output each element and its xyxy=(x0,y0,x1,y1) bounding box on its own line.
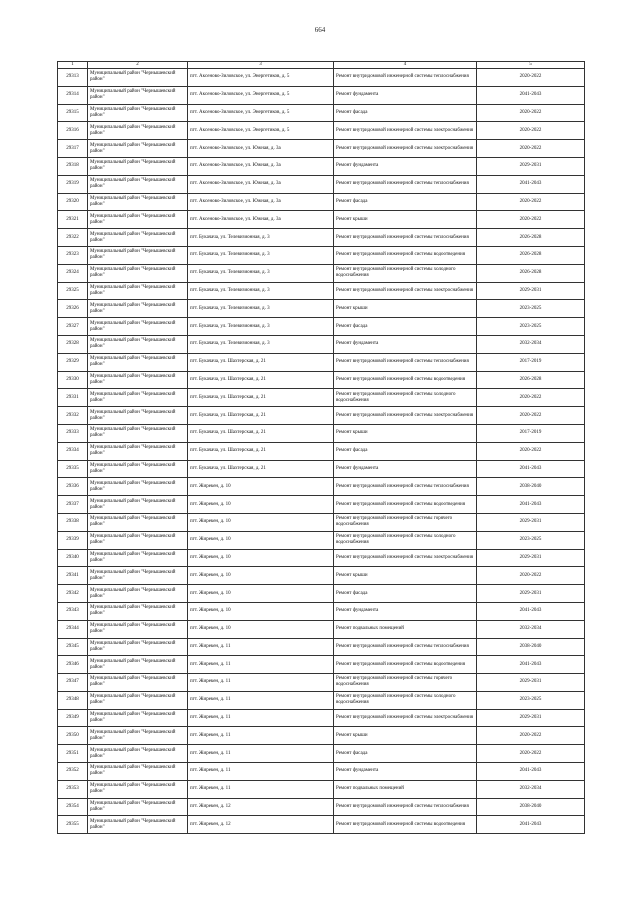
table-row xyxy=(58,69,585,87)
work-type-cell: Ремонт крыши xyxy=(334,424,477,442)
work-type-cell: Ремонт фундамента xyxy=(334,335,477,353)
district-cell: Муниципальный район "Чернышевский район" xyxy=(88,709,188,727)
work-type-cell: Ремонт внутридомовой инженерной системы водоотведения xyxy=(334,246,477,264)
district-cell: Муниципальный район "Чернышевский район" xyxy=(88,211,188,229)
row-number: 29317 xyxy=(58,140,88,158)
period-cell: 2017-2019 xyxy=(477,424,585,442)
period-cell: 2020-2022 xyxy=(477,407,585,425)
period-cell: 2020-2022 xyxy=(477,567,585,585)
period-cell: 2020-2022 xyxy=(477,389,585,407)
row-number: 29347 xyxy=(58,674,88,692)
table-row xyxy=(58,211,585,229)
district-cell: Муниципальный район "Чернышевский район" xyxy=(88,496,188,514)
address-cell: пгт. Жирекен, д. 12 xyxy=(188,798,334,816)
period-cell: 2041-2043 xyxy=(477,602,585,620)
row-number: 29354 xyxy=(58,798,88,816)
district-cell: Муниципальный район "Чернышевский район" xyxy=(88,460,188,478)
district-cell: Муниципальный район "Чернышевский район" xyxy=(88,229,188,247)
work-type-cell: Ремонт внутридомовой инженерной системы водоотведения xyxy=(334,371,477,389)
row-number: 29320 xyxy=(58,193,88,211)
work-type-cell: Ремонт внутридомовой инженерной системы холодного водоснабжения xyxy=(334,531,477,549)
table-row xyxy=(58,389,585,407)
table-row xyxy=(58,709,585,727)
row-number: 29335 xyxy=(58,460,88,478)
table-row xyxy=(58,585,585,603)
work-type-cell: Ремонт крыши xyxy=(334,567,477,585)
district-cell: Муниципальный район "Чернышевский район" xyxy=(88,371,188,389)
table-row xyxy=(58,157,585,175)
table-row xyxy=(58,407,585,425)
table-row xyxy=(58,229,585,247)
row-number: 29330 xyxy=(58,371,88,389)
table-row xyxy=(58,460,585,478)
district-cell: Муниципальный район "Чернышевский район" xyxy=(88,585,188,603)
work-type-cell: Ремонт внутридомовой инженерной системы холодного водоснабжения xyxy=(334,691,477,709)
column-header: 3 xyxy=(188,62,334,69)
district-cell: Муниципальный район "Чернышевский район" xyxy=(88,780,188,798)
address-cell: пгт. Жирекен, д. 10 xyxy=(188,478,334,496)
work-type-cell: Ремонт фасада xyxy=(334,745,477,763)
period-cell: 2020-2022 xyxy=(477,745,585,763)
period-cell: 2041-2043 xyxy=(477,496,585,514)
work-type-cell: Ремонт фундамента xyxy=(334,157,477,175)
row-number: 29319 xyxy=(58,175,88,193)
work-type-cell: Ремонт внутридомовой инженерной системы электроснабжения xyxy=(334,549,477,567)
district-cell: Муниципальный район "Чернышевский район" xyxy=(88,478,188,496)
work-type-cell: Ремонт фасада xyxy=(334,442,477,460)
work-type-cell: Ремонт внутридомовой инженерной системы горячего водоснабжения xyxy=(334,513,477,531)
row-number: 29334 xyxy=(58,442,88,460)
address-cell: пгт. Букачача, ул. Телевизионная, д. 3 xyxy=(188,246,334,264)
address-cell: пгт. Аксеново-Зиловское, ул. Южная, д. 3а xyxy=(188,175,334,193)
table-row xyxy=(58,496,585,514)
row-number: 29337 xyxy=(58,496,88,514)
work-type-cell: Ремонт фундамента xyxy=(334,602,477,620)
table-row xyxy=(58,264,585,282)
table-row xyxy=(58,442,585,460)
district-cell: Муниципальный район "Чернышевский район" xyxy=(88,86,188,104)
period-cell: 2029-2031 xyxy=(477,513,585,531)
period-cell: 2032-2034 xyxy=(477,780,585,798)
row-number: 29325 xyxy=(58,282,88,300)
row-number: 29329 xyxy=(58,353,88,371)
address-cell: пгт. Жирекен, д. 11 xyxy=(188,745,334,763)
period-cell: 2023-2025 xyxy=(477,691,585,709)
work-type-cell: Ремонт внутридомовой инженерной системы электроснабжения xyxy=(334,122,477,140)
period-cell: 2017-2019 xyxy=(477,353,585,371)
table-row xyxy=(58,816,585,834)
table-row xyxy=(58,122,585,140)
work-type-cell: Ремонт фасада xyxy=(334,585,477,603)
work-type-cell: Ремонт внутридомовой инженерной системы электроснабжения xyxy=(334,407,477,425)
district-cell: Муниципальный район "Чернышевский район" xyxy=(88,620,188,638)
period-cell: 2020-2022 xyxy=(477,727,585,745)
district-cell: Муниципальный район "Чернышевский район" xyxy=(88,157,188,175)
row-number: 29316 xyxy=(58,122,88,140)
address-cell: пгт. Жирекен, д. 11 xyxy=(188,638,334,656)
row-number: 29341 xyxy=(58,567,88,585)
address-cell: пгт. Жирекен, д. 10 xyxy=(188,585,334,603)
district-cell: Муниципальный район "Чернышевский район" xyxy=(88,407,188,425)
work-type-cell: Ремонт крыши xyxy=(334,727,477,745)
work-type-cell: Ремонт внутридомовой инженерной системы водоотведения xyxy=(334,816,477,834)
table-body xyxy=(58,69,585,834)
district-cell: Муниципальный район "Чернышевский район" xyxy=(88,318,188,336)
district-cell: Муниципальный район "Чернышевский район" xyxy=(88,602,188,620)
column-header: 4 xyxy=(334,62,477,69)
header-row xyxy=(58,62,585,69)
row-number: 29343 xyxy=(58,602,88,620)
column-header: 1 xyxy=(58,62,88,69)
district-cell: Муниципальный район "Чернышевский район" xyxy=(88,69,188,87)
period-cell: 2023-2025 xyxy=(477,300,585,318)
table-row xyxy=(58,424,585,442)
address-cell: пгт. Букачача, ул. Телевизионная, д. 3 xyxy=(188,318,334,336)
address-cell: пгт. Букачача, ул. Шахтерская, д. 21 xyxy=(188,424,334,442)
row-number: 29345 xyxy=(58,638,88,656)
row-number: 29336 xyxy=(58,478,88,496)
address-cell: пгт. Аксеново-Зиловское, ул. Энергетиков, д. 5 xyxy=(188,122,334,140)
address-cell: пгт. Жирекен, д. 10 xyxy=(188,602,334,620)
period-cell: 2038-2040 xyxy=(477,478,585,496)
address-cell: пгт. Жирекен, д. 11 xyxy=(188,709,334,727)
table-row xyxy=(58,282,585,300)
period-cell: 2020-2022 xyxy=(477,122,585,140)
address-cell: пгт. Букачача, ул. Телевизионная, д. 3 xyxy=(188,300,334,318)
work-type-cell: Ремонт подвальных помещений xyxy=(334,620,477,638)
table-row xyxy=(58,371,585,389)
address-cell: пгт. Букачача, ул. Шахтерская, д. 21 xyxy=(188,389,334,407)
district-cell: Муниципальный район "Чернышевский район" xyxy=(88,727,188,745)
table-row xyxy=(58,175,585,193)
column-header: 2 xyxy=(88,62,188,69)
address-cell: пгт. Жирекен, д. 11 xyxy=(188,691,334,709)
period-cell: 2020-2022 xyxy=(477,140,585,158)
district-cell: Муниципальный район "Чернышевский район" xyxy=(88,300,188,318)
work-type-cell: Ремонт фасада xyxy=(334,193,477,211)
work-type-cell: Ремонт фундамента xyxy=(334,460,477,478)
row-number: 29313 xyxy=(58,69,88,87)
table-row xyxy=(58,86,585,104)
address-cell: пгт. Жирекен, д. 10 xyxy=(188,513,334,531)
row-number: 29350 xyxy=(58,727,88,745)
address-cell: пгт. Аксеново-Зиловское, ул. Южная, д. 3а xyxy=(188,211,334,229)
address-cell: пгт. Букачача, ул. Шахтерская, д. 21 xyxy=(188,460,334,478)
address-cell: пгт. Аксеново-Зиловское, ул. Энергетиков, д. 5 xyxy=(188,104,334,122)
period-cell: 2041-2043 xyxy=(477,175,585,193)
work-type-cell: Ремонт внутридомовой инженерной системы теплоснабжения xyxy=(334,798,477,816)
period-cell: 2026-2028 xyxy=(477,264,585,282)
district-cell: Муниципальный район "Чернышевский район" xyxy=(88,335,188,353)
work-type-cell: Ремонт крыши xyxy=(334,300,477,318)
address-cell: пгт. Аксеново-Зиловское, ул. Южная, д. 3а xyxy=(188,157,334,175)
table-row xyxy=(58,335,585,353)
address-cell: пгт. Жирекен, д. 11 xyxy=(188,763,334,781)
work-type-cell: Ремонт внутридомовой инженерной системы теплоснабжения xyxy=(334,478,477,496)
period-cell: 2026-2028 xyxy=(477,246,585,264)
row-number: 29318 xyxy=(58,157,88,175)
work-type-cell: Ремонт фасада xyxy=(334,318,477,336)
address-cell: пгт. Жирекен, д. 11 xyxy=(188,727,334,745)
table-row xyxy=(58,620,585,638)
period-cell: 2041-2043 xyxy=(477,460,585,478)
work-type-cell: Ремонт внутридомовой инженерной системы теплоснабжения xyxy=(334,638,477,656)
table-row xyxy=(58,104,585,122)
address-cell: пгт. Жирекен, д. 10 xyxy=(188,620,334,638)
table-row xyxy=(58,353,585,371)
address-cell: пгт. Букачача, ул. Телевизионная, д. 3 xyxy=(188,229,334,247)
work-type-cell: Ремонт внутридомовой инженерной системы водоотведения xyxy=(334,496,477,514)
district-cell: Муниципальный район "Чернышевский район" xyxy=(88,513,188,531)
address-cell: пгт. Букачача, ул. Телевизионная, д. 3 xyxy=(188,264,334,282)
period-cell: 2041-2043 xyxy=(477,816,585,834)
district-cell: Муниципальный район "Чернышевский район" xyxy=(88,656,188,674)
period-cell: 2029-2031 xyxy=(477,674,585,692)
address-cell: пгт. Аксеново-Зиловское, ул. Южная, д. 3а xyxy=(188,140,334,158)
work-type-cell: Ремонт подвальных помещений xyxy=(334,780,477,798)
period-cell: 2041-2043 xyxy=(477,86,585,104)
table-row xyxy=(58,478,585,496)
row-number: 29349 xyxy=(58,709,88,727)
table-row xyxy=(58,727,585,745)
address-cell: пгт. Жирекен, д. 11 xyxy=(188,780,334,798)
period-cell: 2020-2022 xyxy=(477,442,585,460)
row-number: 29331 xyxy=(58,389,88,407)
district-cell: Муниципальный район "Чернышевский район" xyxy=(88,798,188,816)
district-cell: Муниципальный район "Чернышевский район" xyxy=(88,549,188,567)
work-type-cell: Ремонт крыши xyxy=(334,211,477,229)
district-cell: Муниципальный район "Чернышевский район" xyxy=(88,264,188,282)
period-cell: 2038-2040 xyxy=(477,638,585,656)
repair-schedule-table xyxy=(57,61,585,834)
row-number: 29348 xyxy=(58,691,88,709)
period-cell: 2023-2025 xyxy=(477,318,585,336)
row-number: 29327 xyxy=(58,318,88,336)
address-cell: пгт. Букачача, ул. Телевизионная, д. 3 xyxy=(188,335,334,353)
address-cell: пгт. Аксеново-Зиловское, ул. Южная, д. 3а xyxy=(188,193,334,211)
district-cell: Муниципальный район "Чернышевский район" xyxy=(88,282,188,300)
row-number: 29324 xyxy=(58,264,88,282)
district-cell: Муниципальный район "Чернышевский район" xyxy=(88,122,188,140)
period-cell: 2020-2022 xyxy=(477,104,585,122)
district-cell: Муниципальный район "Чернышевский район" xyxy=(88,816,188,834)
row-number: 29346 xyxy=(58,656,88,674)
row-number: 29352 xyxy=(58,763,88,781)
period-cell: 2041-2043 xyxy=(477,656,585,674)
address-cell: пгт. Жирекен, д. 11 xyxy=(188,674,334,692)
district-cell: Муниципальный район "Чернышевский район" xyxy=(88,140,188,158)
address-cell: пгт. Жирекен, д. 10 xyxy=(188,496,334,514)
table-row xyxy=(58,745,585,763)
work-type-cell: Ремонт внутридомовой инженерной системы электроснабжения xyxy=(334,282,477,300)
table-row xyxy=(58,763,585,781)
district-cell: Муниципальный район "Чернышевский район" xyxy=(88,691,188,709)
address-cell: пгт. Жирекен, д. 11 xyxy=(188,656,334,674)
period-cell: 2020-2022 xyxy=(477,69,585,87)
row-number: 29339 xyxy=(58,531,88,549)
table-row xyxy=(58,674,585,692)
address-cell: пгт. Аксеново-Зиловское, ул. Энергетиков, д. 5 xyxy=(188,86,334,104)
row-number: 29321 xyxy=(58,211,88,229)
table-row xyxy=(58,549,585,567)
period-cell: 2041-2043 xyxy=(477,763,585,781)
district-cell: Муниципальный район "Чернышевский район" xyxy=(88,246,188,264)
period-cell: 2023-2025 xyxy=(477,531,585,549)
work-type-cell: Ремонт внутридомовой инженерной системы холодного водоснабжения xyxy=(334,264,477,282)
row-number: 29338 xyxy=(58,513,88,531)
address-cell: пгт. Жирекен, д. 10 xyxy=(188,567,334,585)
work-type-cell: Ремонт внутридомовой инженерной системы горячего водоснабжения xyxy=(334,674,477,692)
address-cell: пгт. Жирекен, д. 12 xyxy=(188,816,334,834)
address-cell: пгт. Букачача, ул. Шахтерская, д. 21 xyxy=(188,407,334,425)
district-cell: Муниципальный район "Чернышевский район" xyxy=(88,175,188,193)
row-number: 29322 xyxy=(58,229,88,247)
table-row xyxy=(58,193,585,211)
work-type-cell: Ремонт внутридомовой инженерной системы водоотведения xyxy=(334,656,477,674)
row-number: 29314 xyxy=(58,86,88,104)
row-number: 29355 xyxy=(58,816,88,834)
district-cell: Муниципальный район "Чернышевский район" xyxy=(88,442,188,460)
work-type-cell: Ремонт внутридомовой инженерной системы холодного водоснабжения xyxy=(334,389,477,407)
work-type-cell: Ремонт фасада xyxy=(334,104,477,122)
table-row xyxy=(58,780,585,798)
period-cell: 2029-2031 xyxy=(477,709,585,727)
period-cell: 2032-2034 xyxy=(477,620,585,638)
district-cell: Муниципальный район "Чернышевский район" xyxy=(88,531,188,549)
address-cell: пгт. Жирекен, д. 10 xyxy=(188,531,334,549)
address-cell: пгт. Аксеново-Зиловское, ул. Энергетиков, д. 5 xyxy=(188,69,334,87)
work-type-cell: Ремонт внутридомовой инженерной системы теплоснабжения xyxy=(334,353,477,371)
table-row xyxy=(58,602,585,620)
row-number: 29323 xyxy=(58,246,88,264)
row-number: 29333 xyxy=(58,424,88,442)
address-cell: пгт. Букачача, ул. Шахтерская, д. 21 xyxy=(188,371,334,389)
table-row xyxy=(58,140,585,158)
table-row xyxy=(58,798,585,816)
table-row xyxy=(58,638,585,656)
row-number: 29344 xyxy=(58,620,88,638)
period-cell: 2029-2031 xyxy=(477,585,585,603)
work-type-cell: Ремонт фундамента xyxy=(334,86,477,104)
row-number: 29326 xyxy=(58,300,88,318)
row-number: 29353 xyxy=(58,780,88,798)
period-cell: 2029-2031 xyxy=(477,549,585,567)
table-row xyxy=(58,656,585,674)
page-number: 664 xyxy=(314,26,326,34)
table-row xyxy=(58,300,585,318)
address-cell: пгт. Букачача, ул. Шахтерская, д. 21 xyxy=(188,442,334,460)
period-cell: 2038-2040 xyxy=(477,798,585,816)
district-cell: Муниципальный район "Чернышевский район" xyxy=(88,424,188,442)
address-cell: пгт. Букачача, ул. Телевизионная, д. 3 xyxy=(188,282,334,300)
period-cell: 2026-2028 xyxy=(477,229,585,247)
table-row xyxy=(58,318,585,336)
row-number: 29328 xyxy=(58,335,88,353)
period-cell: 2029-2031 xyxy=(477,282,585,300)
address-cell: пгт. Букачача, ул. Шахтерская, д. 21 xyxy=(188,353,334,371)
period-cell: 2020-2022 xyxy=(477,211,585,229)
row-number: 29332 xyxy=(58,407,88,425)
district-cell: Муниципальный район "Чернышевский район" xyxy=(88,567,188,585)
row-number: 29342 xyxy=(58,585,88,603)
district-cell: Муниципальный район "Чернышевский район" xyxy=(88,674,188,692)
work-type-cell: Ремонт внутридомовой инженерной системы электроснабжения xyxy=(334,709,477,727)
address-cell: пгт. Жирекен, д. 10 xyxy=(188,549,334,567)
district-cell: Муниципальный район "Чернышевский район" xyxy=(88,104,188,122)
period-cell: 2029-2031 xyxy=(477,157,585,175)
row-number: 29351 xyxy=(58,745,88,763)
column-header: 5 xyxy=(477,62,585,69)
table-row xyxy=(58,513,585,531)
work-type-cell: Ремонт фундамента xyxy=(334,763,477,781)
table-row xyxy=(58,567,585,585)
district-cell: Муниципальный район "Чернышевский район" xyxy=(88,763,188,781)
period-cell: 2026-2028 xyxy=(477,371,585,389)
row-number: 29315 xyxy=(58,104,88,122)
row-number: 29340 xyxy=(58,549,88,567)
district-cell: Муниципальный район "Чернышевский район" xyxy=(88,389,188,407)
district-cell: Муниципальный район "Чернышевский район" xyxy=(88,193,188,211)
table-row xyxy=(58,691,585,709)
district-cell: Муниципальный район "Чернышевский район" xyxy=(88,745,188,763)
period-cell: 2032-2034 xyxy=(477,335,585,353)
table-row xyxy=(58,531,585,549)
district-cell: Муниципальный район "Чернышевский район" xyxy=(88,353,188,371)
table-row xyxy=(58,246,585,264)
period-cell: 2020-2022 xyxy=(477,193,585,211)
work-type-cell: Ремонт внутридомовой инженерной системы теплоснабжения xyxy=(334,69,477,87)
work-type-cell: Ремонт внутридомовой инженерной системы электроснабжения xyxy=(334,140,477,158)
work-type-cell: Ремонт внутридомовой инженерной системы теплоснабжения xyxy=(334,175,477,193)
district-cell: Муниципальный район "Чернышевский район" xyxy=(88,638,188,656)
work-type-cell: Ремонт внутридомовой инженерной системы теплоснабжения xyxy=(334,229,477,247)
